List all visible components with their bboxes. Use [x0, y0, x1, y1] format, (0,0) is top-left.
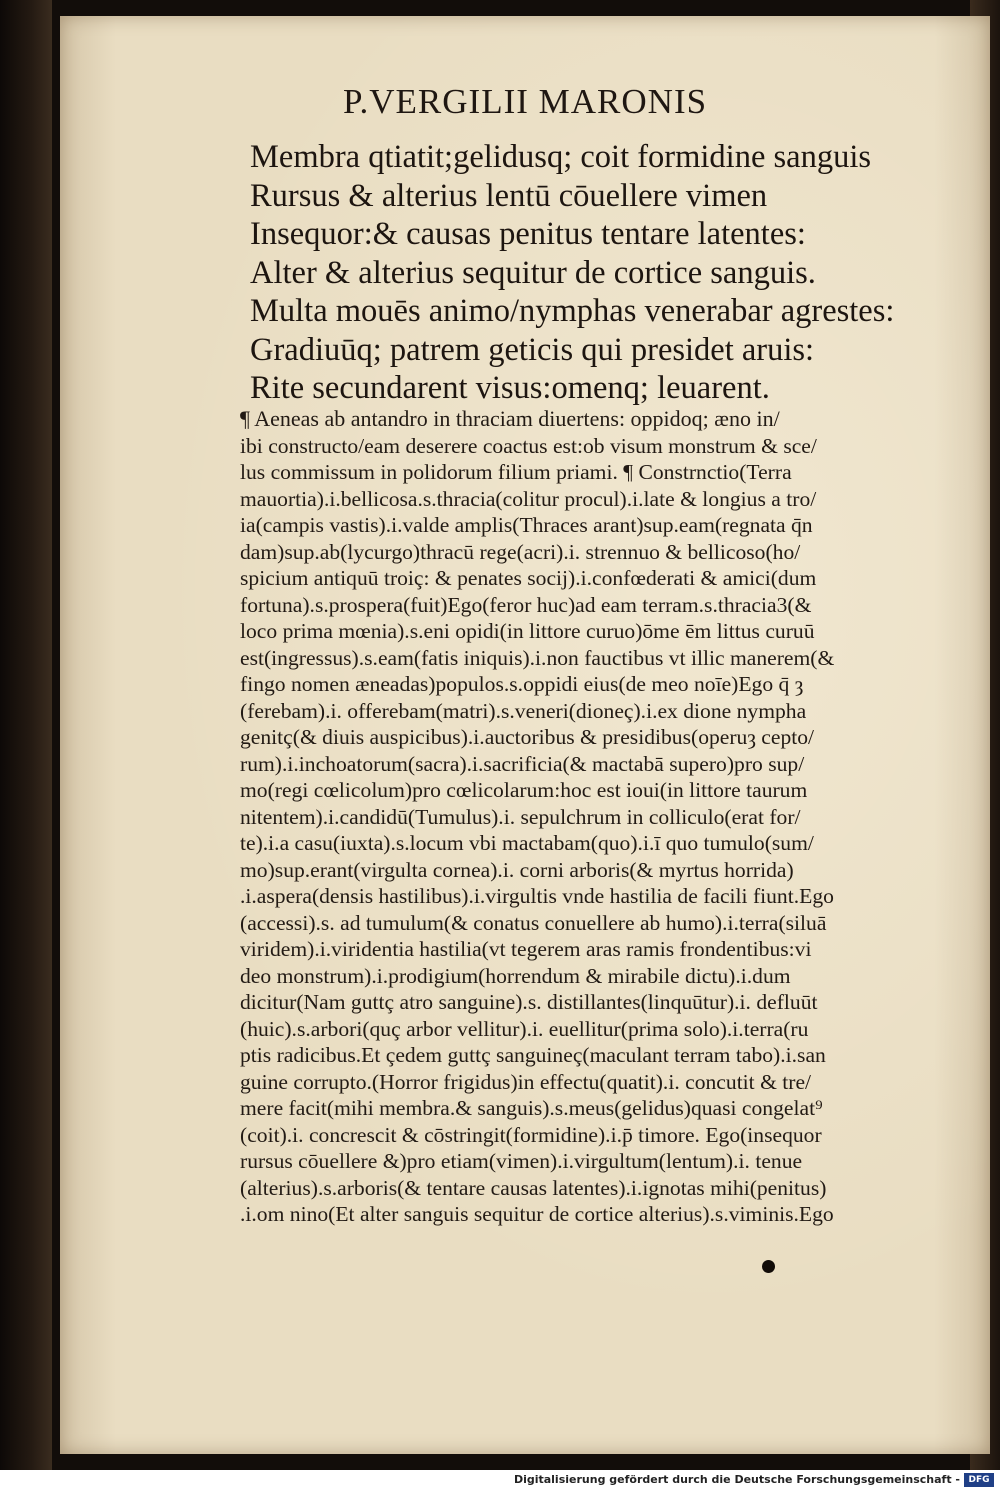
- commentary-block: [240, 406, 945, 1228]
- commentary-line: mere facit(mihi membra.& sanguis).s.meus(gelidus)quasi congelat⁹: [240, 1096, 823, 1120]
- dfg-logo: DFG: [964, 1473, 994, 1487]
- commentary-line: dam)sup.ab(lycurgo)thracū rege(acri).i. strennuo & bellicoso(ho/: [240, 539, 801, 564]
- commentary-line: .i.om nino(Et alter sanguis sequitur de cortice alterius).s.viminis.Ego: [240, 1202, 834, 1226]
- verse-line: Rursus & alterius lentū cōuellere vimen: [250, 177, 768, 214]
- verse-line: Gradiuūq; patrem geticis qui presidet aruis:: [250, 331, 815, 368]
- running-head: P.VERGILII MARONIS: [342, 82, 708, 121]
- commentary-line: mo)sup.erant(virgulta cornea).i. corni arboris(& myrtus horrida): [240, 857, 794, 882]
- verse-line: Multa mouēs animo/nymphas venerabar agrestes:: [250, 293, 895, 329]
- verse-line: Membra qtiatit;gelidusq; coit formidine sanguis: [250, 139, 872, 175]
- commentary-line: mauortia).i.bellicosa.s.thracia(colitur procul).i.late & longius a tro/: [240, 486, 817, 511]
- commentary-line: nitentem).i.candidū(Tumulus).i. sepulchrum in colliculo(erat for/: [240, 804, 801, 829]
- verse-line: Insequor:& causas penitus tentare latentes:: [250, 216, 806, 252]
- commentary-line: loco prima mœnia).s.eni opidi(in littore curuo)ōme ēm littus curuū: [240, 619, 815, 643]
- footer-credit: Digitalisierung gefördert durch die Deutsche Forschungsgemeinschaft -: [513, 1473, 960, 1486]
- commentary-line: ptis radicibus.Et çedem guttç sanguineç(maculant terram tabo).i.san: [240, 1043, 826, 1067]
- commentary-line: te).i.a casu(iuxta).s.locum vbi mactabam(quo).i.ī quo tumulo(sum/: [240, 831, 814, 855]
- commentary-line: mo(regi cœlicolum)pro cœlicolarum:hoc est ioui(in littore taurum: [240, 778, 808, 802]
- ink-dot: [762, 1260, 775, 1273]
- commentary-line: deo monstrum).i.prodigium(horrendum & mirabile dictu).i.dum: [240, 963, 791, 988]
- commentary-line: lus commissum in polidorum filium priami. ¶ Constrnctio(Terra: [240, 460, 792, 484]
- commentary-line: (alterius).s.arboris(& tentare causas latentes).i.ignotas mihi(penitus): [240, 1175, 827, 1200]
- commentary-line: ¶ Aeneas ab antandro in thraciam diuertens: oppidoq; æno in/: [240, 406, 780, 431]
- footer-bar: [0, 1470, 1000, 1491]
- commentary-line: rursus cōuellere &)pro etiam(vimen).i.virgultum(lentum).i. tenue: [240, 1149, 803, 1173]
- commentary-line: dicitur(Nam guttç atro sanguine).s. distillantes(linquūtur).i. defluūt: [240, 990, 818, 1014]
- verse-line: Alter & alterius sequitur de cortice sanguis.: [250, 254, 816, 291]
- commentary-line: viridem).i.viridentia hastilia(vt tegerem aras ramis frondentibus:vi: [240, 937, 812, 961]
- commentary-line: ia(campis vastis).i.valde amplis(Thraces arant)sup.eam(regnata q̄n: [240, 513, 813, 537]
- commentary-line: (accessi).s. ad tumulum(& conatus conuellere ab humo).i.terra(siluā: [240, 910, 827, 935]
- commentary-line: (coit).i. concrescit & cōstringit(formidine).i.p̄ timore. Ego(insequor: [240, 1122, 822, 1147]
- commentary-line: genitç(& diuis auspicibus).i.auctoribus & presidibus(operuȝ cepto/: [240, 725, 815, 749]
- commentary-line: (huic).s.arbori(quç arbor vellitur).i. euellitur(prima solo).i.terra(ru: [240, 1016, 809, 1041]
- commentary-line: guine corrupto.(Horror frigidus)in effectu(quatit).i. concutit & tre/: [240, 1069, 812, 1094]
- verse-line: Rite secundarent visus:omenq; leuarent.: [250, 370, 770, 406]
- commentary-line: (ferebam).i. offerebam(matri).s.veneri(dioneç).i.ex dione nympha: [240, 698, 807, 723]
- commentary-line: fingo nomen æneadas)populos.s.oppidi eius(de meo noīe)Ego q̄ ȝ: [240, 672, 804, 696]
- commentary-line: spicium antiquū troiç: & penates socij).i.confœderati & amici(dum: [240, 566, 817, 590]
- commentary-line: rum).i.inchoatorum(sacra).i.sacrificia(& mactabā supero)pro sup/: [240, 751, 805, 776]
- book-page: [60, 16, 990, 1454]
- commentary-line: est(ingressus).s.eam(fatis iniquis).i.non fauctibus vt illic manerem(&: [240, 645, 835, 670]
- commentary-line: fortuna).s.prospera(fuit)Ego(feror huc)ad eam terram.s.thracia3(&: [240, 592, 812, 617]
- binding-edge: [0, 0, 52, 1470]
- commentary-line: ibi constructo/eam deserere coactus est:ob visum monstrum & sce/: [240, 433, 817, 458]
- commentary-line: .i.aspera(densis hastilibus).i.virgultis vnde hastilia de facili fiunt.Ego: [240, 884, 834, 908]
- verse-block: [250, 138, 940, 408]
